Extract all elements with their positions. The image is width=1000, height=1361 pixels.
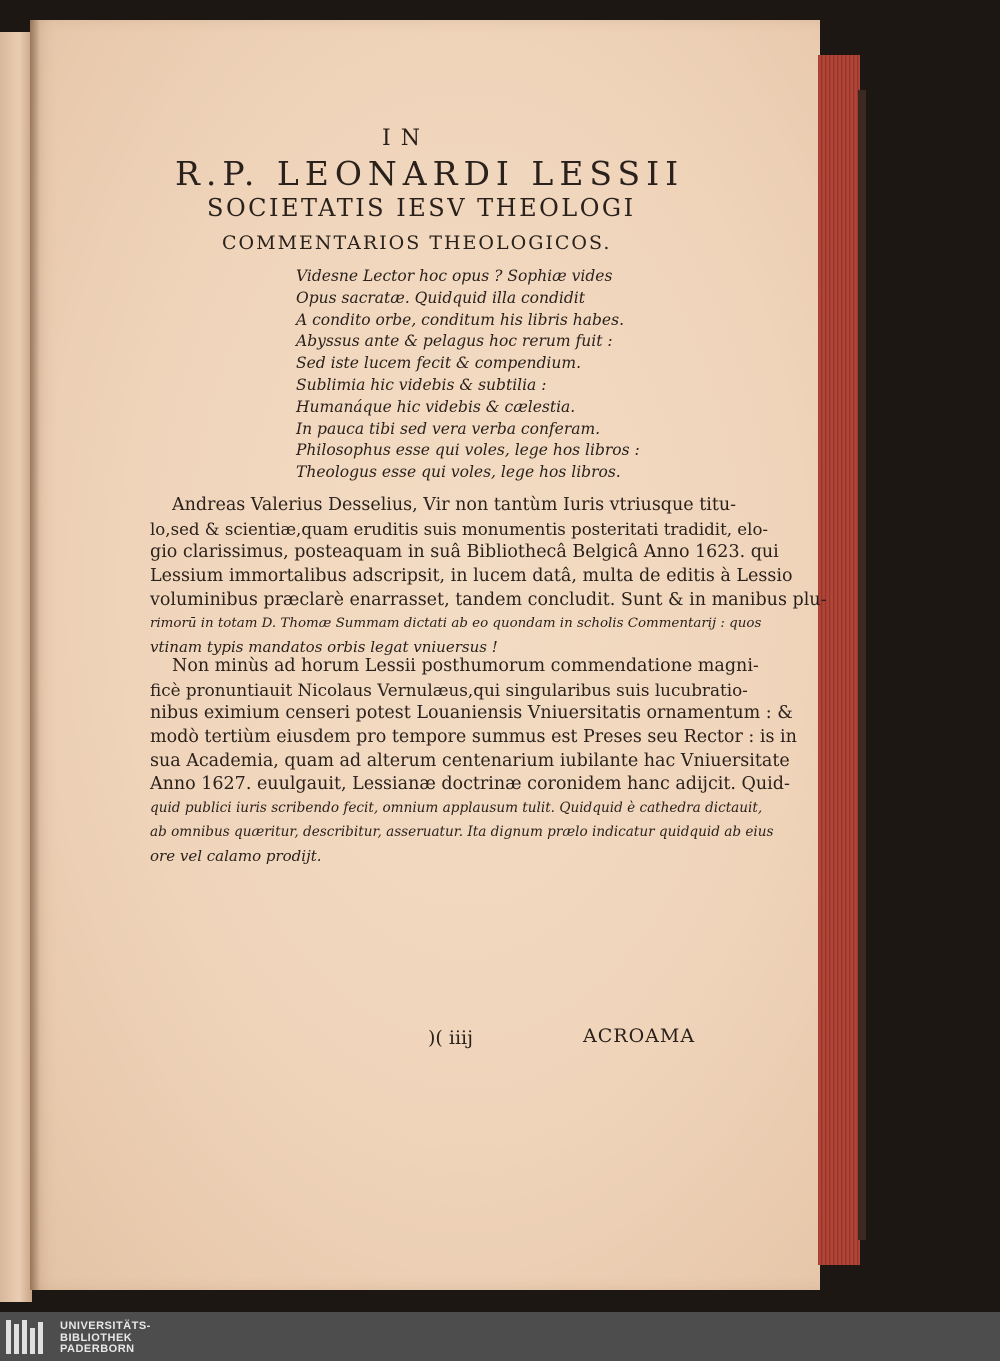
text-line: Lessium immortalibus adscripsit, in lucem datâ, multa de editis à Lessio [150,566,793,587]
signature-mark: )( iiij [428,1027,473,1049]
poem-line: Videsne Lector hoc opus ? Sophiæ vides [296,267,613,285]
text-line: modò tertiùm eiusdem pro tempore summus est Preses seu Rector : is in [150,727,797,748]
text-line: ficè pronuntiauit Nicolaus Vernulæus,qui singularibus suis lucubratio- [150,679,748,700]
text-line: lo,sed & scientiæ,quam eruditis suis monumentis posteritati tradidit, elo- [150,519,769,539]
text-line: sua Academia, quam ad alterum centenarium iubilante hac Vniuersitate [150,750,790,771]
poem-line: Sublimia hic videbis & subtilia : [296,375,547,394]
text-line: ore vel calamo prodijt. [150,846,322,865]
poem-line: Sed iste lucem fecit & compendium. [296,354,582,373]
poem-line: In pauca tibi sed vera verba conferam. [296,419,601,438]
logo-line: UNIVERSITÄTS- [60,1320,151,1332]
paragraph-vernulaeus [150,655,797,868]
poem-line: Humanáque hic videbis & cælestia. [296,397,576,416]
text-line: nibus eximium censeri potest Louaniensis Vniuersitatis ornamentum : & [150,703,793,724]
book-cover-edge [858,90,866,1240]
library-logo-text [60,1321,151,1356]
poem-line: A condito orbe, conditum his libris habes. [296,310,624,329]
poem [296,266,640,484]
text-line: quid publici iuris scribendo fecit, omnium applausum tulit. Quidquid è cathedra dictauit, [150,800,763,817]
poem-line: Abyssus ante & pelagus hoc rerum fuit : [296,332,613,351]
text-line: Anno 1627. euulgauit, Lessianæ doctrinæ coronidem hanc adijcit. Quid- [150,774,790,795]
text-line: vtinam typis mandatos orbis legat vniuersus ! [150,638,498,657]
text-line: ab omnibus quæritur, describitur, asseruatur. Ita dignum prælo indicatur quidquid ab eius [150,823,774,840]
page-gutter-shadow [30,20,40,1290]
text-line: rimorū in totam D. Thomæ Summam dictati ab eo quondam in scholis Commentarij : quos [150,616,762,632]
heading-subtitle: SOCIETATIS IESV THEOLOGI [207,194,636,222]
poem-line: Theologus esse qui voles, lege hos libros. [296,463,621,482]
paragraph-desselius [150,494,826,660]
catchword: ACROAMA [583,1025,696,1047]
heading-in: IN [382,126,430,151]
red-page-edges [818,55,860,1265]
left-page-edge [0,32,32,1302]
poem-line: Philosophus esse qui voles, lege hos libros : [296,441,640,460]
text-line: gio clarissimus, posteaquam in suâ Bibliothecâ Belgicâ Anno 1623. qui [150,542,779,563]
library-footer-bar [0,1312,1000,1361]
poem-line: Opus sacratæ. Quidquid illa condidit [296,288,585,307]
logo-line: PADERBORN [60,1343,135,1355]
text-line: Non minùs ad horum Lessii posthumorum commendatione magni- [172,656,759,676]
text-line: voluminibus præclarè enarrasset, tandem concludit. Sunt & in manibus plu- [150,589,827,610]
heading-topic: COMMENTARIOS THEOLOGICOS. [222,232,612,254]
heading-title: R.P. LEONARDI LESSII [175,154,685,193]
text-line: Andreas Valerius Desselius, Vir non tantùm Iuris vtriusque titu- [172,495,737,515]
logo-line: BIBLIOTHEK [60,1331,133,1344]
library-logo-icon [6,1320,48,1354]
